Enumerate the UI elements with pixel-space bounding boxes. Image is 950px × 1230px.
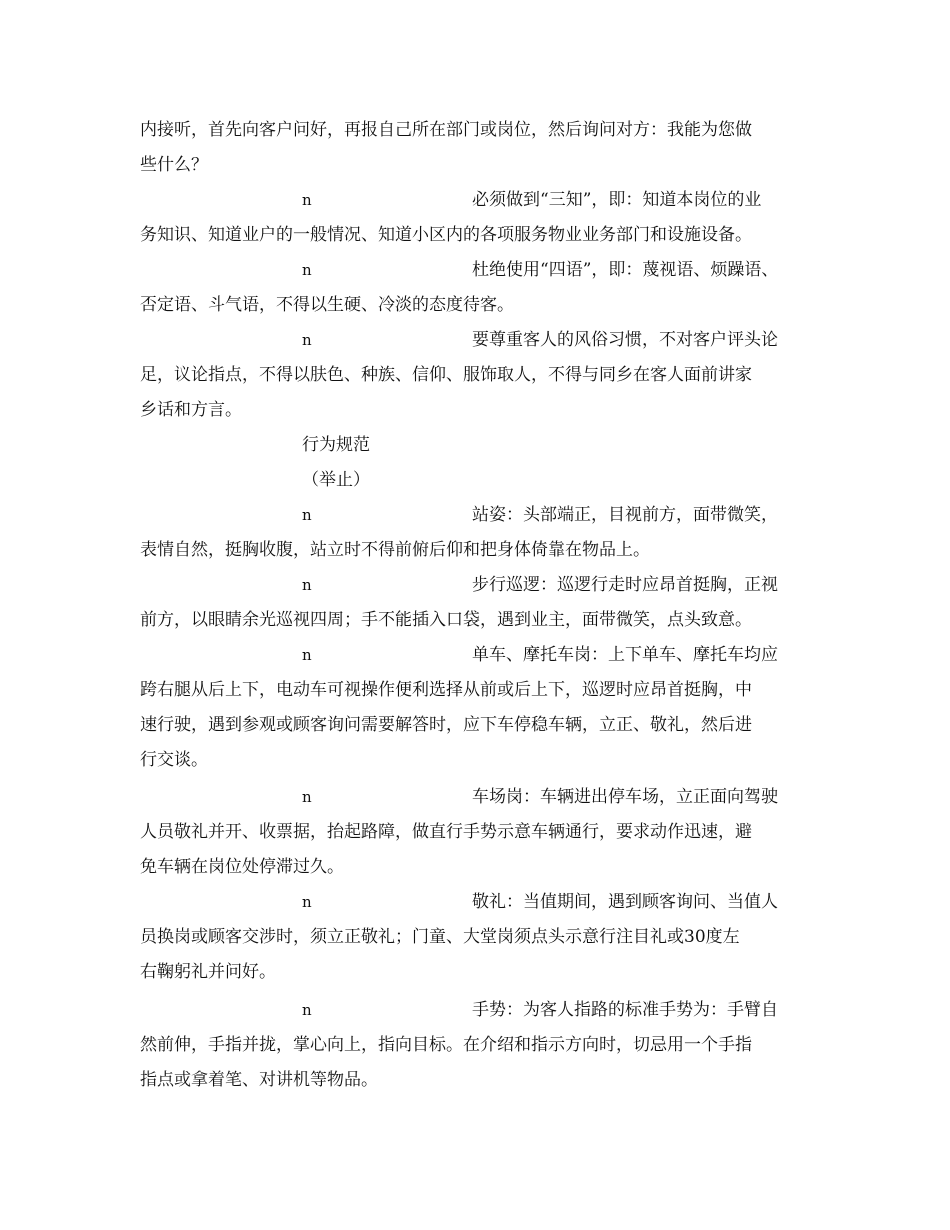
text-line: 行交谈。 [140,750,208,770]
item-lead: 要尊重客人的风俗习惯，不对客户评头论 [472,330,778,350]
item-lead: 敬礼：当值期间，遇到顾客询问、当值人 [472,892,778,912]
text-line: 前方，以眼睛余光巡视四周；手不能插入口袋，遇到业主，面带微笑，点头致意。 [140,610,752,630]
text-line: 指点或拿着笔、对讲机等物品。 [140,1070,378,1090]
bullet-marker: n [302,1001,312,1019]
bullet-marker: n [302,506,312,524]
text-line: 免车辆在岗位处停滞过久。 [140,857,344,877]
bullet-marker: n [302,191,312,209]
bullet-marker: n [302,331,312,349]
text-line: 足，议论指点，不得以肤色、种族、信仰、服饰取人，不得与同乡在客人面前讲家 [140,365,752,385]
section-title: 行为规范 [302,435,370,455]
bullet-marker: n [302,646,312,664]
text-line: 然前伸，手指并拢，掌心向上，指向目标。在介绍和指示方向时，切忌用一个手指 [140,1035,752,1055]
text-line: 务知识、知道业户的一般情况、知道小区内的各项服务物业业务部门和设施设备。 [140,225,752,245]
bullet-marker: n [302,893,312,911]
bullet-marker: n [302,261,312,279]
text-line: 右鞠躬礼并问好。 [140,962,276,982]
text-line: 表情自然，挺胸收腹，站立时不得前俯后仰和把身体倚靠在物品上。 [140,540,650,560]
item-lead: 车场岗：车辆进出停车场，立正面向驾驶 [472,787,778,807]
text-line: 内接听，首先向客户问好，再报自己所在部门或岗位，然后询问对方：我能为您做 [140,120,752,140]
text-line: 否定语、斗气语，不得以生硬、冷淡的态度待客。 [140,295,514,315]
text-line: 跨右腿从后上下，电动车可视操作便利选择从前或后上下，巡逻时应昂首挺胸，中 [140,680,752,700]
item-lead: 站姿：头部端正，目视前方，面带微笑， [472,505,778,525]
text-line: 人员敬礼并开、收票据，抬起路障，做直行手势示意车辆通行，要求动作迅速，避 [140,822,752,842]
text-line: 速行驶，遇到参观或顾客询问需要解答时，应下车停稳车辆，立正、敬礼，然后进 [140,715,752,735]
item-lead: 杜绝使用“四语”，即：蔑视语、烦躁语、 [472,260,779,280]
text-line: 员换岗或顾客交涉时，须立正敬礼；门童、大堂岗须点头示意行注目礼或30度左 [140,927,740,947]
bullet-marker: n [302,788,312,806]
text-line: 乡话和方言。 [140,400,242,420]
item-lead: 手势：为客人指路的标准手势为：手臂自 [472,1000,778,1020]
item-lead: 单车、摩托车岗：上下单车、摩托车均应 [472,645,778,665]
item-lead: 必须做到“三知”，即：知道本岗位的业 [472,190,762,210]
item-lead: 步行巡逻：巡逻行走时应昂首挺胸，正视 [472,575,778,595]
bullet-marker: n [302,576,312,594]
text-line: 些什么？ [140,155,208,175]
section-subtitle: （举止） [302,470,370,490]
